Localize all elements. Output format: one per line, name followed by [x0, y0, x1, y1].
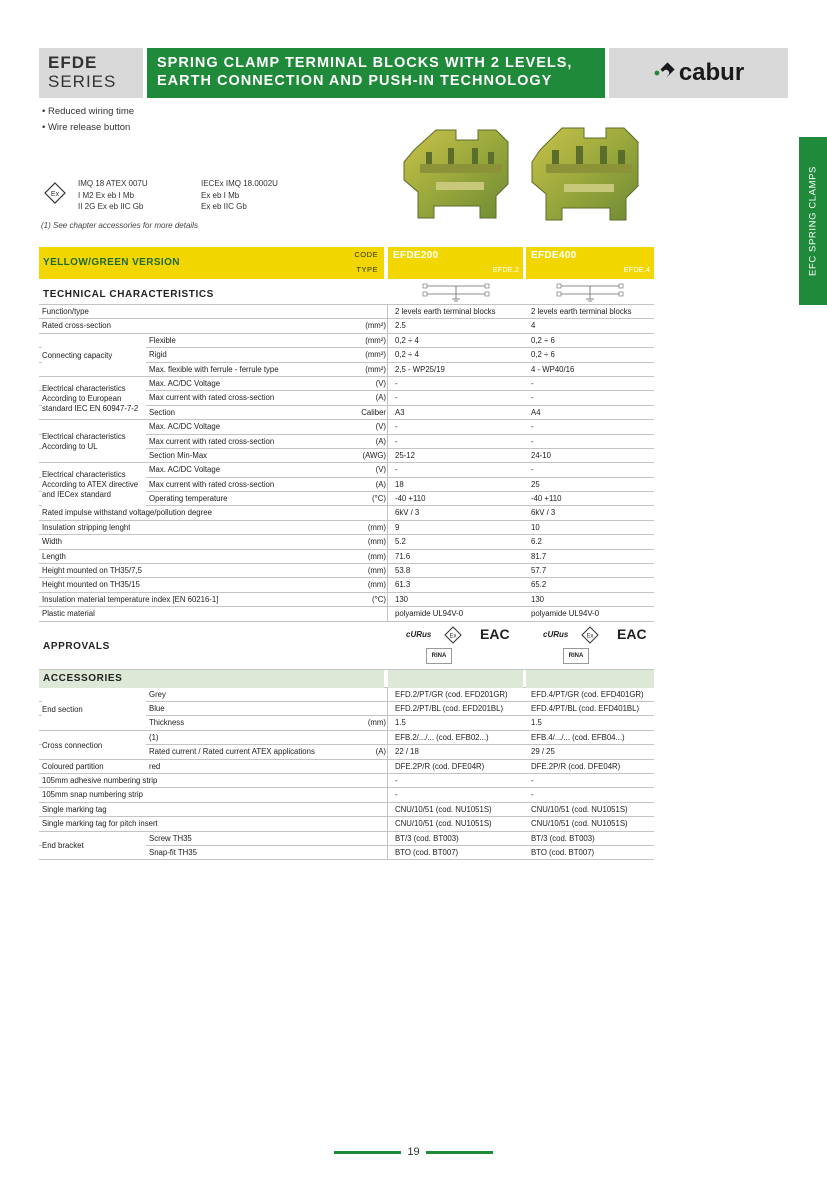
code-label: CODE: [354, 250, 378, 259]
value-efde400: 65.2: [531, 580, 547, 590]
row-unit: (A): [375, 436, 386, 446]
column-divider: [387, 688, 388, 701]
row-unit: (A): [375, 479, 386, 489]
table-row: [39, 506, 654, 520]
technical-rows: [39, 305, 654, 622]
cert-line: I M2 Ex eb I Mb: [78, 190, 135, 200]
approval-marks: [402, 624, 522, 668]
value-efde400: -: [531, 378, 534, 388]
row-unit: (AWG): [362, 450, 386, 460]
value-efde200: -: [392, 391, 525, 404]
value-efde400: 24-10: [531, 450, 551, 460]
product-code: EFDE200: [393, 250, 439, 261]
ul-mark-icon: cURus: [406, 629, 432, 639]
row-sublabel: Operating temperature: [149, 494, 228, 504]
row-unit: (mm): [367, 537, 386, 547]
row-group-label: Connecting capacity: [42, 336, 146, 376]
column-divider: [387, 391, 388, 404]
column-divider: [387, 702, 388, 715]
brand-logo: [609, 48, 788, 98]
column-divider: [387, 593, 388, 606]
row-label: Function/type: [42, 307, 89, 316]
row-sublabel: Rated current / Rated current ATEX applications: [149, 747, 315, 757]
column-divider: [387, 305, 388, 318]
accessories-band: [526, 670, 654, 688]
row-unit: (V): [375, 378, 386, 388]
value-efde200: 2,5 - WP25/19: [392, 363, 525, 376]
table-row: [39, 803, 654, 817]
value-efde400: 6kV / 3: [531, 508, 556, 518]
column-divider: [387, 521, 388, 534]
value-efde200: 6kV / 3: [392, 506, 525, 519]
feature-item: • Reduced wiring time: [42, 106, 135, 117]
footnote: (1) See chapter accessories for more details: [41, 221, 198, 230]
column-divider: [387, 731, 388, 744]
table-row: [39, 319, 654, 333]
row-sublabel: Blue: [149, 703, 165, 713]
value-efde200: -: [392, 774, 525, 787]
accessories-title: ACCESSORIES: [43, 672, 123, 684]
column-divider: [387, 334, 388, 347]
accessories-band: [388, 670, 523, 688]
atex-ex-icon: [44, 182, 66, 204]
row-group-label: Electrical characteristics According to European standard IEC EN 60947-7-2: [42, 379, 146, 419]
row-sublabel: Max. AC/DC Voltage: [149, 465, 221, 475]
svg-text:Ex: Ex: [586, 633, 594, 640]
value-efde200: 9: [392, 521, 525, 534]
column-divider: [387, 716, 388, 729]
cert-line: IECEx IMQ 18.0002U: [201, 179, 278, 188]
spec-table: [39, 247, 654, 860]
row-group-label: End section: [42, 690, 146, 730]
value-efde400: EFD.4/PT/GR (cod. EFD401GR): [531, 689, 644, 699]
ul-mark-icon: cURus: [543, 629, 569, 639]
value-efde200: 2 levels earth terminal blocks: [392, 305, 525, 318]
row-sublabel: Section: [149, 407, 176, 417]
row-unit: (mm): [367, 551, 386, 561]
value-efde400: -: [531, 775, 534, 785]
row-unit: (°C): [372, 594, 386, 604]
value-efde200: 1.5: [392, 716, 525, 729]
product-code: EFDE400: [531, 250, 577, 261]
svg-text:Ex: Ex: [50, 191, 60, 198]
column-divider: [387, 506, 388, 519]
value-efde400: EFB.4/.../... (cod. EFB04...): [531, 732, 625, 742]
row-sublabel: Rigid: [149, 350, 167, 360]
value-efde400: BT/3 (cod. BT003): [531, 833, 595, 843]
technical-section-header: [39, 279, 654, 305]
feature-item: • Wire release button: [42, 122, 131, 133]
approvals-section: [39, 622, 654, 670]
row-label: Rated cross-section: [42, 321, 111, 331]
brand-name: cabur: [678, 59, 745, 86]
product-type: EFDE.4: [623, 265, 650, 274]
value-efde200: CNU/10/51 (cod. NU1051S): [392, 817, 525, 830]
value-efde400: 81.7: [531, 551, 547, 561]
value-efde400: -: [531, 422, 534, 432]
table-row: [39, 607, 654, 621]
value-efde200: 61.3: [392, 578, 525, 591]
column-divider: [387, 478, 388, 491]
value-efde400: 10: [531, 522, 540, 532]
value-efde200: -: [392, 420, 525, 433]
value-efde200: -: [392, 788, 525, 801]
value-efde400: 4: [531, 321, 536, 331]
column-divider: [387, 803, 388, 816]
row-sublabel: Section Min-Max: [149, 450, 208, 460]
value-efde200: 71.6: [392, 550, 525, 563]
eac-mark-icon: EAC: [480, 625, 510, 642]
type-label: TYPE: [356, 265, 378, 274]
column-divider: [387, 377, 388, 390]
row-unit: (mm): [367, 522, 386, 532]
value-efde200: BTO (cod. BT007): [392, 846, 525, 859]
row-unit: (°C): [372, 494, 386, 504]
row-unit: (A): [375, 393, 386, 403]
value-efde200: polyamide UL94V-0: [392, 607, 525, 620]
value-efde200: 53.8: [392, 564, 525, 577]
table-row: [39, 593, 654, 607]
value-efde200: 5.2: [392, 535, 525, 548]
value-efde200: 22 / 18: [392, 745, 525, 758]
approval-marks: [539, 624, 659, 668]
row-sublabel: red: [149, 761, 161, 771]
value-efde400: A4: [531, 407, 541, 417]
value-efde400: 0,2 ÷ 6: [531, 350, 555, 360]
wiring-schematic-icon: [421, 280, 491, 302]
row-sublabel: Thickness: [149, 718, 185, 728]
row-label: Insulation material temperature index [EN 60216-1]: [42, 594, 219, 604]
value-efde400: 57.7: [531, 566, 547, 576]
row-label: Height mounted on TH35/15: [42, 580, 140, 590]
value-efde200: 0,2 ÷ 4: [392, 334, 525, 347]
column-divider: [387, 578, 388, 591]
series-box: [39, 48, 143, 98]
footer-rule: [334, 1151, 401, 1154]
row-unit: (mm): [367, 566, 386, 576]
column-divider: [387, 363, 388, 376]
row-sublabel: Max current with rated cross-section: [149, 479, 275, 489]
value-efde200: 2.5: [392, 319, 525, 332]
value-efde400: CNU/10/51 (cod. NU1051S): [531, 819, 628, 829]
version-header: [39, 247, 654, 279]
row-label: Coloured partition: [42, 761, 104, 771]
product-header-2: [523, 247, 654, 279]
column-divider: [387, 745, 388, 758]
column-divider: [387, 607, 388, 620]
value-efde400: 25: [531, 479, 540, 489]
value-efde400: 1.5: [531, 718, 542, 728]
eac-mark-icon: EAC: [617, 625, 647, 642]
side-tab-label: EFC SPRING CLAMPS: [807, 166, 819, 276]
row-group-label: Cross connection: [42, 733, 146, 759]
column-divider: [387, 406, 388, 419]
value-efde400: DFE.2P/R (cod. DFE04R): [531, 761, 621, 771]
table-row: [39, 564, 654, 578]
value-efde400: 29 / 25: [531, 747, 555, 757]
product-header-1: [388, 247, 523, 279]
row-unit: Caliber: [361, 407, 386, 417]
row-label: Single marking tag for pitch insert: [42, 819, 158, 829]
row-label: Single marking tag: [42, 804, 107, 814]
column-divider: [387, 774, 388, 787]
atex-certification: [78, 178, 148, 213]
series-word: SERIES: [48, 72, 117, 91]
row-sublabel: Max. AC/DC Voltage: [149, 422, 221, 432]
title-line-1: SPRING CLAMP TERMINAL BLOCKS WITH 2 LEVELS,: [157, 55, 573, 71]
row-label: Height mounted on TH35/7,5: [42, 566, 142, 576]
atex-mark-icon: [444, 626, 462, 644]
title-line-2: EARTH CONNECTION AND PUSH-IN TECHNOLOGY: [157, 73, 553, 89]
feature-list: [42, 104, 134, 136]
value-efde200: EFD.2/PT/BL (cod. EFD201BL): [392, 702, 525, 715]
row-unit: (mm²): [365, 321, 386, 331]
column-divider: [387, 348, 388, 361]
column-divider: [387, 788, 388, 801]
product-photo-efde200: [396, 122, 514, 230]
value-efde400: CNU/10/51 (cod. NU1051S): [531, 804, 628, 814]
column-divider: [387, 435, 388, 448]
approvals-title: APPROVALS: [43, 640, 110, 652]
row-label: Rated impulse withstand voltage/pollution degree: [42, 508, 212, 518]
column-divider: [387, 564, 388, 577]
accessory-rows: [39, 688, 654, 861]
cert-line: IMQ 18 ATEX 007U: [78, 179, 148, 188]
value-efde400: polyamide UL94V-0: [531, 609, 600, 619]
value-efde400: -: [531, 436, 534, 446]
footer-rule: [426, 1151, 493, 1154]
row-unit: (mm): [367, 718, 386, 728]
row-unit: (mm²): [365, 350, 386, 360]
wiring-schematic-icon: [555, 280, 625, 302]
table-row: [39, 817, 654, 831]
atex-mark-icon: [581, 626, 599, 644]
svg-text:Ex: Ex: [449, 633, 457, 640]
value-efde400: 0,2 ÷ 6: [531, 335, 555, 345]
rina-mark-icon: RINA: [426, 648, 452, 664]
value-efde200: EFD.2/PT/GR (cod. EFD201GR): [392, 688, 525, 701]
row-unit: (mm²): [365, 335, 386, 345]
table-row: [39, 788, 654, 802]
value-efde400: -: [531, 465, 534, 475]
product-photo-efde400: [526, 122, 644, 230]
value-efde200: BT/3 (cod. BT003): [392, 832, 525, 845]
rina-mark-icon: RINA: [563, 648, 589, 664]
row-sublabel: Max current with rated cross-section: [149, 436, 275, 446]
value-efde200: CNU/10/51 (cod. NU1051S): [392, 803, 525, 816]
value-efde200: 130: [392, 593, 525, 606]
table-row: [39, 550, 654, 564]
table-row: [39, 305, 654, 319]
table-row: [39, 578, 654, 592]
value-efde200: 18: [392, 478, 525, 491]
value-efde400: BTO (cod. BT007): [531, 847, 595, 857]
page-number: 19: [407, 1146, 420, 1158]
value-efde200: -: [392, 463, 525, 476]
page-title: [147, 48, 605, 98]
accessories-section-header: [39, 670, 654, 688]
row-sublabel: Max. flexible with ferrule - ferrule type: [149, 364, 279, 374]
row-sublabel: Screw TH35: [149, 833, 192, 843]
column-divider: [387, 492, 388, 505]
version-header-left: [39, 247, 384, 279]
value-efde400: EFD.4/PT/BL (cod. EFD401BL): [531, 703, 640, 713]
value-efde400: -40 +110: [531, 494, 562, 504]
row-group-label: Electrical characteristics According to UL: [42, 422, 146, 462]
table-row: [39, 521, 654, 535]
row-label: Plastic material: [42, 609, 95, 619]
row-sublabel: Flexible: [149, 335, 176, 345]
side-tab[interactable]: [799, 137, 827, 305]
table-row: [39, 774, 654, 788]
value-efde200: EFB.2/.../... (cod. EFB02...): [392, 731, 525, 744]
column-divider: [387, 463, 388, 476]
column-divider: [387, 535, 388, 548]
technical-title: TECHNICAL CHARACTERISTICS: [43, 289, 214, 300]
row-unit: (mm²): [365, 364, 386, 374]
cert-line: II 2G Ex eb IIC Gb: [78, 202, 144, 211]
column-divider: [387, 817, 388, 830]
column-divider: [387, 319, 388, 332]
row-sublabel: Snap-fit TH35: [149, 847, 197, 857]
column-divider: [387, 832, 388, 845]
row-group-label: End bracket: [42, 834, 146, 860]
column-divider: [387, 760, 388, 773]
value-efde200: A3: [392, 406, 525, 419]
cert-line: Ex eb I Mb: [201, 190, 240, 200]
cert-line: Ex eb IIC Gb: [201, 202, 247, 211]
iecex-certification: [201, 178, 278, 213]
row-sublabel: (1): [149, 732, 159, 742]
series-code: EFDE: [48, 53, 98, 72]
row-unit: (V): [375, 465, 386, 475]
value-efde400: 2 levels earth terminal blocks: [531, 307, 632, 316]
column-divider: [387, 550, 388, 563]
value-efde400: 130: [531, 594, 545, 604]
column-divider: [387, 846, 388, 859]
value-efde200: DFE.2P/R (cod. DFE04R): [392, 760, 525, 773]
value-efde200: -: [392, 377, 525, 390]
row-label: Length: [42, 551, 66, 561]
row-unit: (mm): [367, 580, 386, 590]
row-unit: (A): [375, 747, 386, 757]
value-efde200: 0,2 ÷ 4: [392, 348, 525, 361]
row-group-label: Electrical characteristics According to ATEX directive and IECex standard: [42, 465, 146, 505]
value-efde400: 6.2: [531, 537, 542, 547]
value-efde400: 4 - WP40/16: [531, 364, 575, 374]
row-label: Insulation stripping lenght: [42, 522, 131, 532]
value-efde200: -: [392, 435, 525, 448]
row-unit: (V): [375, 422, 386, 432]
row-sublabel: Max current with rated cross-section: [149, 393, 275, 403]
column-divider: [387, 420, 388, 433]
product-type: EFDE.2: [492, 265, 519, 274]
table-row: [39, 535, 654, 549]
row-sublabel: Max. AC/DC Voltage: [149, 378, 221, 388]
row-label: 105mm snap numbering strip: [42, 790, 143, 800]
value-efde200: 25-12: [392, 449, 525, 462]
table-row: [39, 760, 654, 774]
row-sublabel: Grey: [149, 689, 166, 699]
version-label: YELLOW/GREEN VERSION: [43, 257, 180, 268]
column-divider: [387, 449, 388, 462]
value-efde400: -: [531, 393, 534, 403]
value-efde200: -40 +110: [392, 492, 525, 505]
cabur-logo-icon: [653, 62, 675, 84]
value-efde400: -: [531, 790, 534, 800]
row-label: Width: [42, 537, 62, 547]
row-label: 105mm adhesive numbering strip: [42, 775, 158, 785]
